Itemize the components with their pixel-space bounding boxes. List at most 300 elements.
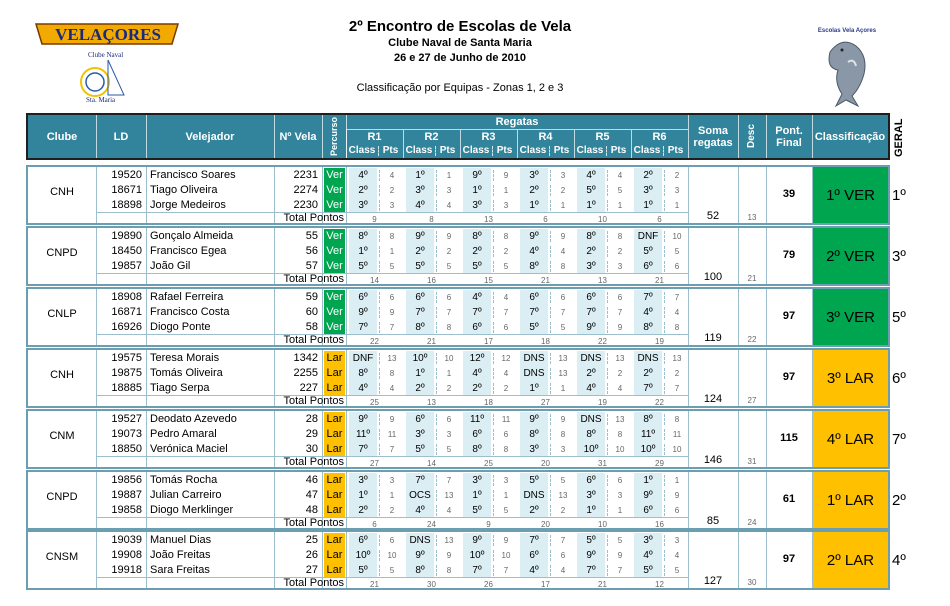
race-class: 6º <box>577 473 605 488</box>
race-pts: 5 <box>617 536 623 545</box>
race-pts: 6 <box>617 293 623 302</box>
race-pts: 6 <box>617 476 623 485</box>
sailor-ld: 19527 <box>111 413 142 425</box>
sailor-ld: 19890 <box>111 230 142 242</box>
race-pts: 1 <box>389 247 395 256</box>
team-classificacao: 4º LAR <box>813 411 888 467</box>
race-class: 3º <box>634 533 662 548</box>
sailor-ld: 19575 <box>111 352 142 364</box>
col-percurso: Percurso <box>329 116 339 157</box>
sailor-percurso: Lar <box>324 563 345 578</box>
pontuacao-final: 97 <box>782 371 796 383</box>
race-pts: 3 <box>617 491 623 500</box>
race-pts: 13 <box>672 354 682 363</box>
race-pts: 5 <box>389 262 395 271</box>
race-total: 21 <box>427 337 436 346</box>
sailor-name: João Gil <box>150 260 191 272</box>
pontuacao-final: 79 <box>782 249 796 261</box>
race-class: DNS <box>520 351 548 366</box>
race-pts: 8 <box>617 430 623 439</box>
race-class-header: Class <box>462 145 490 156</box>
race-class: 9º <box>520 412 548 427</box>
geral-rank: 6º <box>892 370 906 387</box>
sailor-percurso: Lar <box>324 442 345 457</box>
sailor-percurso: Lar <box>324 427 345 442</box>
race-class: 3º <box>349 198 377 213</box>
sailor-nvela: 2274 <box>293 184 318 196</box>
geral-rank: 2º <box>892 492 906 509</box>
race-class: 1º <box>349 488 377 503</box>
race-pts: 6 <box>674 262 680 271</box>
race-class: 2º <box>634 366 662 381</box>
race-class: 8º <box>634 412 662 427</box>
race-total: 31 <box>598 459 607 468</box>
sailor-ld: 19857 <box>111 260 142 272</box>
race-total: 21 <box>655 276 664 285</box>
race-pts: 2 <box>389 506 395 515</box>
race-class: 9º <box>406 548 434 563</box>
race-pts: 4 <box>446 506 452 515</box>
race-pts: 9 <box>389 308 395 317</box>
soma-regatas: 119 <box>704 332 722 344</box>
race-pts: 8 <box>446 323 452 332</box>
race-class: 2º <box>463 244 491 259</box>
race-total: 16 <box>655 520 664 529</box>
race-total: 13 <box>484 215 493 224</box>
team-classificacao: 1º VER <box>813 167 888 223</box>
geral-rank: 4º <box>892 552 906 569</box>
sailor-percurso: Ver <box>324 168 345 183</box>
col-nvela: Nº Vela <box>279 130 317 143</box>
race-class: 7º <box>463 305 491 320</box>
race-pts: 8 <box>389 232 395 241</box>
race-class: 10º <box>406 351 434 366</box>
race-total: 21 <box>598 580 607 589</box>
race-pts-header: Pts <box>667 145 684 156</box>
pontuacao-final: 39 <box>782 188 796 200</box>
race-pts: 8 <box>389 369 395 378</box>
col-classificacao: Classificação <box>814 130 886 143</box>
race-pts: 7 <box>446 476 452 485</box>
race-pts: 7 <box>446 308 452 317</box>
sailor-nvela: 2231 <box>293 169 318 181</box>
geral-rank: 3º <box>892 248 906 265</box>
sailor-nvela: 30 <box>305 443 318 455</box>
race-pts: 1 <box>674 201 680 210</box>
race-class: 1º <box>406 366 434 381</box>
sailor-name: Rafael Ferreira <box>150 291 224 303</box>
race-pts: 9 <box>446 551 452 560</box>
race-pts: 3 <box>560 171 566 180</box>
sailor-ld: 19858 <box>111 504 142 516</box>
sailor-nvela: 59 <box>305 291 318 303</box>
race-pts: 8 <box>503 445 509 454</box>
sailor-name: Francisco Soares <box>150 169 236 181</box>
race-pts: 2 <box>446 384 452 393</box>
race-class: 2º <box>406 381 434 396</box>
race-class: DNS <box>577 412 605 427</box>
race-header-5: R5 <box>595 131 610 143</box>
race-pts: 5 <box>674 566 680 575</box>
race-class: 6º <box>520 548 548 563</box>
race-pts: 9 <box>503 536 509 545</box>
race-pts: 8 <box>560 262 566 271</box>
race-pts: 1 <box>617 506 623 515</box>
race-total: 14 <box>370 276 379 285</box>
race-class: 4º <box>634 305 662 320</box>
race-total: 26 <box>484 580 493 589</box>
race-pts: 9 <box>389 415 395 424</box>
race-class: 3º <box>463 473 491 488</box>
race-total: 10 <box>598 520 607 529</box>
race-class: 6º <box>406 412 434 427</box>
race-class: 4º <box>520 563 548 578</box>
race-class: 5º <box>577 533 605 548</box>
race-class: 7º <box>577 563 605 578</box>
race-pts: 6 <box>503 323 509 332</box>
race-pts: 4 <box>503 293 509 302</box>
race-pts: 2 <box>617 247 623 256</box>
race-pts-header: Pts <box>610 145 627 156</box>
sailor-percurso: Lar <box>324 473 345 488</box>
race-pts: 7 <box>389 445 395 454</box>
race-total: 13 <box>427 398 436 407</box>
race-pts: 6 <box>389 536 395 545</box>
team-group <box>26 530 890 590</box>
race-total: 19 <box>598 398 607 407</box>
race-class: 3º <box>520 442 548 457</box>
pontuacao-final: 115 <box>780 432 798 444</box>
race-pts: 5 <box>389 566 395 575</box>
race-class: 3º <box>463 198 491 213</box>
race-total: 24 <box>427 520 436 529</box>
race-class: DNS <box>406 533 434 548</box>
sailor-percurso: Lar <box>324 533 345 548</box>
race-pts: 13 <box>387 354 397 363</box>
race-pts-header: Pts <box>553 145 570 156</box>
descarte: 27 <box>747 396 757 405</box>
sailor-name: Pedro Amaral <box>150 428 217 440</box>
sailor-name: Teresa Morais <box>150 352 220 364</box>
sailor-percurso: Ver <box>324 244 345 259</box>
sailor-ld: 19908 <box>111 549 142 561</box>
team-club: CNPD <box>46 247 78 259</box>
race-class-header: Class <box>633 145 661 156</box>
race-class: 10º <box>634 442 662 457</box>
race-class: 4º <box>406 503 434 518</box>
geral-rank: 7º <box>892 431 906 448</box>
race-class-header: Class <box>405 145 433 156</box>
race-total: 22 <box>655 398 664 407</box>
race-class: 9º <box>349 412 377 427</box>
race-class: DNS <box>634 351 662 366</box>
race-total: 18 <box>484 398 493 407</box>
descarte: 30 <box>747 578 757 587</box>
race-class: 6º <box>463 427 491 442</box>
race-class: DNS <box>520 366 548 381</box>
sailor-percurso: Ver <box>324 320 345 335</box>
race-pts: 5 <box>617 186 623 195</box>
pontuacao-final: 97 <box>782 553 796 565</box>
race-class: 6º <box>577 290 605 305</box>
soma-regatas: 85 <box>706 515 720 527</box>
sailor-percurso: Ver <box>324 198 345 213</box>
race-class: 1º <box>463 488 491 503</box>
sailor-percurso: Ver <box>324 305 345 320</box>
table-header <box>26 113 890 160</box>
race-pts: 8 <box>674 323 680 332</box>
race-total: 12 <box>655 580 664 589</box>
race-class: 5º <box>520 473 548 488</box>
sailor-name: Tiago Oliveira <box>150 184 218 196</box>
sailor-name: Tomás Rocha <box>150 474 218 486</box>
geral-rank: 5º <box>892 309 906 326</box>
race-class: 1º <box>577 198 605 213</box>
sailor-nvela: 29 <box>305 428 318 440</box>
team-group <box>26 165 890 225</box>
race-pts: 9 <box>446 232 452 241</box>
race-pts: 3 <box>674 186 680 195</box>
event-dates: 26 e 27 de Junho de 2010 <box>393 52 527 64</box>
total-pontos-label: Total Pontos <box>283 334 344 346</box>
race-total: 6 <box>543 215 548 224</box>
race-pts: 7 <box>674 293 680 302</box>
team-group <box>26 348 890 408</box>
race-pts: 13 <box>444 536 454 545</box>
race-total: 20 <box>541 520 550 529</box>
race-pts: 6 <box>560 551 566 560</box>
race-total: 16 <box>427 276 436 285</box>
race-pts: 10 <box>672 232 682 241</box>
race-pts: 4 <box>503 369 509 378</box>
sailor-percurso: Lar <box>324 503 345 518</box>
race-pts: 5 <box>503 506 509 515</box>
sailor-nvela: 28 <box>305 413 318 425</box>
race-class: 3º <box>577 259 605 274</box>
race-pts: 13 <box>615 354 625 363</box>
sailor-ld: 19875 <box>111 367 142 379</box>
descarte: 31 <box>747 457 757 466</box>
sailor-ld: 19856 <box>111 474 142 486</box>
sailor-percurso: Ver <box>324 229 345 244</box>
sailor-name: Francisco Egea <box>150 245 227 257</box>
sailor-nvela: 56 <box>305 245 318 257</box>
race-pts: 5 <box>503 262 509 271</box>
race-class: 1º <box>634 198 662 213</box>
race-class: 6º <box>634 259 662 274</box>
race-class: 9º <box>406 229 434 244</box>
race-class-header: Class <box>576 145 604 156</box>
team-club: CNLP <box>47 308 77 320</box>
race-pts: 2 <box>560 506 566 515</box>
race-class: 7º <box>520 533 548 548</box>
race-class: 4º <box>634 548 662 563</box>
race-pts: 4 <box>674 308 680 317</box>
race-class: DNS <box>577 351 605 366</box>
race-pts: 4 <box>617 171 623 180</box>
race-class: 1º <box>520 381 548 396</box>
sailor-nvela: 26 <box>305 549 318 561</box>
race-total: 19 <box>655 337 664 346</box>
race-pts: 13 <box>558 369 568 378</box>
sailor-name: Diogo Ponte <box>150 321 211 333</box>
race-total: 27 <box>370 459 379 468</box>
race-class: 4º <box>349 381 377 396</box>
race-pts: 2 <box>560 186 566 195</box>
race-pts: 3 <box>446 186 452 195</box>
race-class: 6º <box>463 320 491 335</box>
race-class: 1º <box>634 473 662 488</box>
race-class: 8º <box>577 229 605 244</box>
race-pts: 3 <box>446 430 452 439</box>
race-class: 4º <box>463 290 491 305</box>
sailor-percurso: Lar <box>324 488 345 503</box>
race-class: 7º <box>634 381 662 396</box>
race-class: 2º <box>634 168 662 183</box>
race-pts: 2 <box>389 186 395 195</box>
sailor-nvela: 1342 <box>293 352 318 364</box>
geral-rank: 1º <box>892 187 906 204</box>
sailor-name: Jorge Medeiros <box>150 199 226 211</box>
race-total: 9 <box>486 520 491 529</box>
race-class: 7º <box>349 442 377 457</box>
race-class: 8º <box>634 320 662 335</box>
race-class: 9º <box>577 548 605 563</box>
race-class: 7º <box>463 563 491 578</box>
race-class: 7º <box>577 305 605 320</box>
race-class: 6º <box>406 290 434 305</box>
race-pts: 7 <box>617 308 623 317</box>
sailor-percurso: Lar <box>324 381 345 396</box>
sailor-name: Francisco Costa <box>150 306 230 318</box>
race-pts: 2 <box>503 247 509 256</box>
race-pts: 3 <box>617 262 623 271</box>
race-total: 27 <box>541 398 550 407</box>
race-class: 9º <box>520 229 548 244</box>
race-pts: 3 <box>560 445 566 454</box>
total-pontos-label: Total Pontos <box>283 212 344 224</box>
race-pts: 3 <box>389 476 395 485</box>
race-class: 9º <box>349 305 377 320</box>
race-header-4: R4 <box>538 131 553 143</box>
col-ld: LD <box>113 130 129 143</box>
race-pts: 6 <box>446 293 452 302</box>
race-pts: 4 <box>560 566 566 575</box>
sailor-nvela: 47 <box>305 489 318 501</box>
sailor-nvela: 227 <box>299 382 318 394</box>
race-total: 25 <box>370 398 379 407</box>
race-class: DNF <box>634 229 662 244</box>
race-class: 3º <box>406 183 434 198</box>
race-pts: 10 <box>444 354 454 363</box>
race-class: 1º <box>463 183 491 198</box>
logo-right-text: Escolas Vela Açores <box>817 28 877 34</box>
soma-regatas: 146 <box>703 454 723 466</box>
soma-regatas: 124 <box>703 393 723 405</box>
total-pontos-label: Total Pontos <box>283 395 344 407</box>
race-class: 3º <box>577 488 605 503</box>
sailor-ld: 18908 <box>111 291 142 303</box>
sailor-name: Tiago Serpa <box>150 382 210 394</box>
race-pts: 1 <box>503 186 509 195</box>
race-pts: 11 <box>672 430 682 439</box>
soma-regatas: 52 <box>706 210 720 222</box>
race-class: DNF <box>349 351 377 366</box>
race-pts: 1 <box>560 384 566 393</box>
race-class: 5º <box>463 259 491 274</box>
race-class: 3º <box>634 183 662 198</box>
race-class: 1º <box>406 168 434 183</box>
team-club: CNH <box>50 369 74 381</box>
race-class: 8º <box>349 366 377 381</box>
race-class: 4º <box>520 244 548 259</box>
sailor-percurso: Lar <box>324 548 345 563</box>
race-class: 8º <box>406 563 434 578</box>
sailor-name: Verónica Maciel <box>150 443 228 455</box>
race-class: 1º <box>349 244 377 259</box>
race-class: 11º <box>463 412 491 427</box>
race-class: 8º <box>463 442 491 457</box>
race-total: 22 <box>370 337 379 346</box>
descarte: 24 <box>747 518 757 527</box>
race-pts: 1 <box>389 491 395 500</box>
race-pts: 9 <box>674 491 680 500</box>
race-pts: 10 <box>672 445 682 454</box>
race-class: OCS <box>406 488 434 503</box>
sailor-nvela: 57 <box>305 260 318 272</box>
sailor-percurso: Lar <box>324 412 345 427</box>
race-pts: 4 <box>446 201 452 210</box>
race-class: 5º <box>577 183 605 198</box>
col-geral: GERAL <box>893 118 905 158</box>
race-pts: 7 <box>389 323 395 332</box>
race-pts: 5 <box>446 445 452 454</box>
race-total: 17 <box>484 337 493 346</box>
race-total: 20 <box>541 459 550 468</box>
race-pts: 13 <box>558 491 568 500</box>
sailor-ld: 19073 <box>111 428 142 440</box>
race-total: 13 <box>598 276 607 285</box>
race-class: 7º <box>349 320 377 335</box>
race-pts: 4 <box>674 551 680 560</box>
race-pts: 1 <box>446 369 452 378</box>
race-class: 5º <box>634 563 662 578</box>
team-classificacao: 1º LAR <box>813 472 888 528</box>
race-pts: 9 <box>560 232 566 241</box>
race-pts: 10 <box>501 551 511 560</box>
race-class: 5º <box>349 563 377 578</box>
race-pts: 4 <box>389 171 395 180</box>
race-pts: 2 <box>674 369 680 378</box>
race-pts: 1 <box>617 201 623 210</box>
race-class: 5º <box>349 259 377 274</box>
sailor-ld: 19887 <box>111 489 142 501</box>
descarte: 22 <box>747 335 757 344</box>
race-class: 1º <box>577 503 605 518</box>
club-name: Clube Naval de Santa Maria <box>388 37 532 49</box>
team-group <box>26 226 890 286</box>
sailor-ld: 18898 <box>111 199 142 211</box>
race-class: 2º <box>577 366 605 381</box>
race-total: 8 <box>429 215 434 224</box>
col-soma: Soma regatas <box>693 124 733 149</box>
race-pts: 9 <box>560 415 566 424</box>
race-header-6: R6 <box>652 131 667 143</box>
race-class: 7º <box>406 473 434 488</box>
race-pts: 8 <box>560 430 566 439</box>
race-pts: 7 <box>674 384 680 393</box>
sailor-nvela: 60 <box>305 306 318 318</box>
